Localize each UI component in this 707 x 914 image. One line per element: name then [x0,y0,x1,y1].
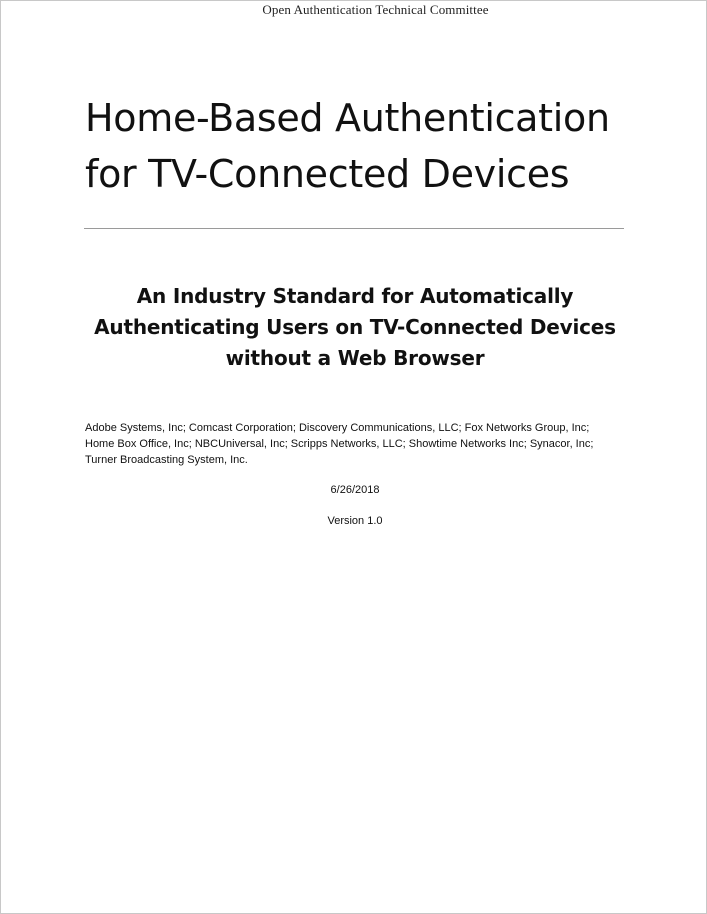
document-date: 6/26/2018 [330,484,380,496]
title-line: for TV-Connected Devices [85,152,570,196]
subtitle-line: Authenticating Users on TV-Connected Devices [94,315,616,339]
title-divider [84,228,624,229]
running-header: Open Authentication Technical Committee [262,2,489,17]
authors-line: Home Box Office, Inc; NBCUniversal, Inc; Scripps Networks, LLC; Showtime Networks Inc; Synacor, Inc; [85,438,594,450]
document-version: Version 1.0 [327,515,383,527]
authors-line: Adobe Systems, Inc; Comcast Corporation; Discovery Communications, LLC; Fox Networks Group, Inc; [85,422,590,434]
subtitle-line: An Industry Standard for Automatically [136,284,574,308]
authors-line: Turner Broadcasting System, Inc. [85,454,248,466]
author-organizations [85,420,625,468]
title-line: Home-Based Authentication [85,96,610,140]
document-title [85,90,645,202]
subtitle-line: without a Web Browser [225,346,485,370]
document-subtitle [85,281,625,374]
